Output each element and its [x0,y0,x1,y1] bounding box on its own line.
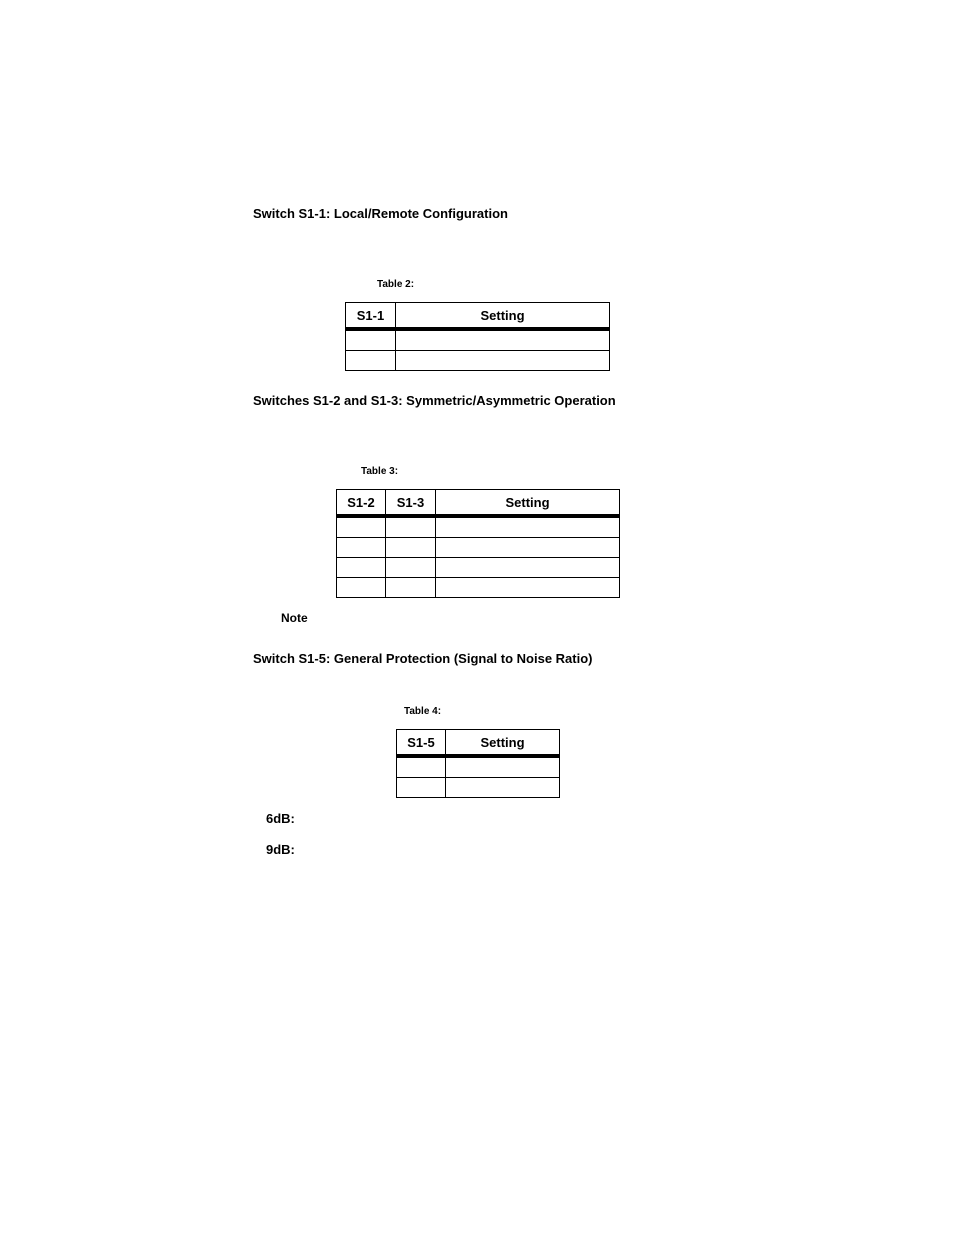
table-cell [397,778,446,798]
column-header: S1-5 [397,730,446,757]
table-cell [386,516,436,538]
table-row [397,756,560,778]
table-caption-2: Table 2: [377,279,415,290]
table-cell [337,578,386,598]
table-row [337,578,620,598]
table-cell [346,351,396,371]
table-row [397,778,560,798]
table-cell [446,756,560,778]
table-cell [397,756,446,778]
column-header: S1-3 [386,490,436,517]
table-s1-5 [396,729,560,798]
table-cell [386,558,436,578]
table-row [337,558,620,578]
table-caption-3: Table 3: [361,466,399,477]
table-row [337,516,620,538]
item-9db-label: 9dB: [266,842,295,857]
table-cell [346,329,396,351]
table-s1-2-s1-3 [336,489,620,598]
table-header-row [337,490,620,517]
table-cell [337,516,386,538]
table-header-row [346,303,610,330]
table-header-row [397,730,560,757]
table-cell [436,578,620,598]
table-cell [436,516,620,538]
column-header: Setting [446,730,560,757]
column-header: S1-1 [346,303,396,330]
section-heading-s1-2-s1-3: Switches S1-2 and S1-3: Symmetric/Asymmetric Operation [253,393,616,408]
table-cell [446,778,560,798]
table-row [346,351,610,371]
table-s1-1 [345,302,610,371]
column-header: S1-2 [337,490,386,517]
table-cell [337,538,386,558]
note-label: Note [281,611,308,625]
table-cell [396,329,610,351]
table-cell [436,558,620,578]
table-cell [386,578,436,598]
section-heading-s1-1: Switch S1-1: Local/Remote Configuration [253,206,508,221]
table-cell [396,351,610,371]
table-row [337,538,620,558]
column-header: Setting [436,490,620,517]
column-header: Setting [396,303,610,330]
section-heading-s1-5: Switch S1-5: General Protection (Signal to Noise Ratio) [253,651,593,666]
table-row [346,329,610,351]
table-cell [386,538,436,558]
table-caption-4: Table 4: [404,706,442,717]
table-cell [337,558,386,578]
item-6db-label: 6dB: [266,811,295,826]
table-cell [436,538,620,558]
